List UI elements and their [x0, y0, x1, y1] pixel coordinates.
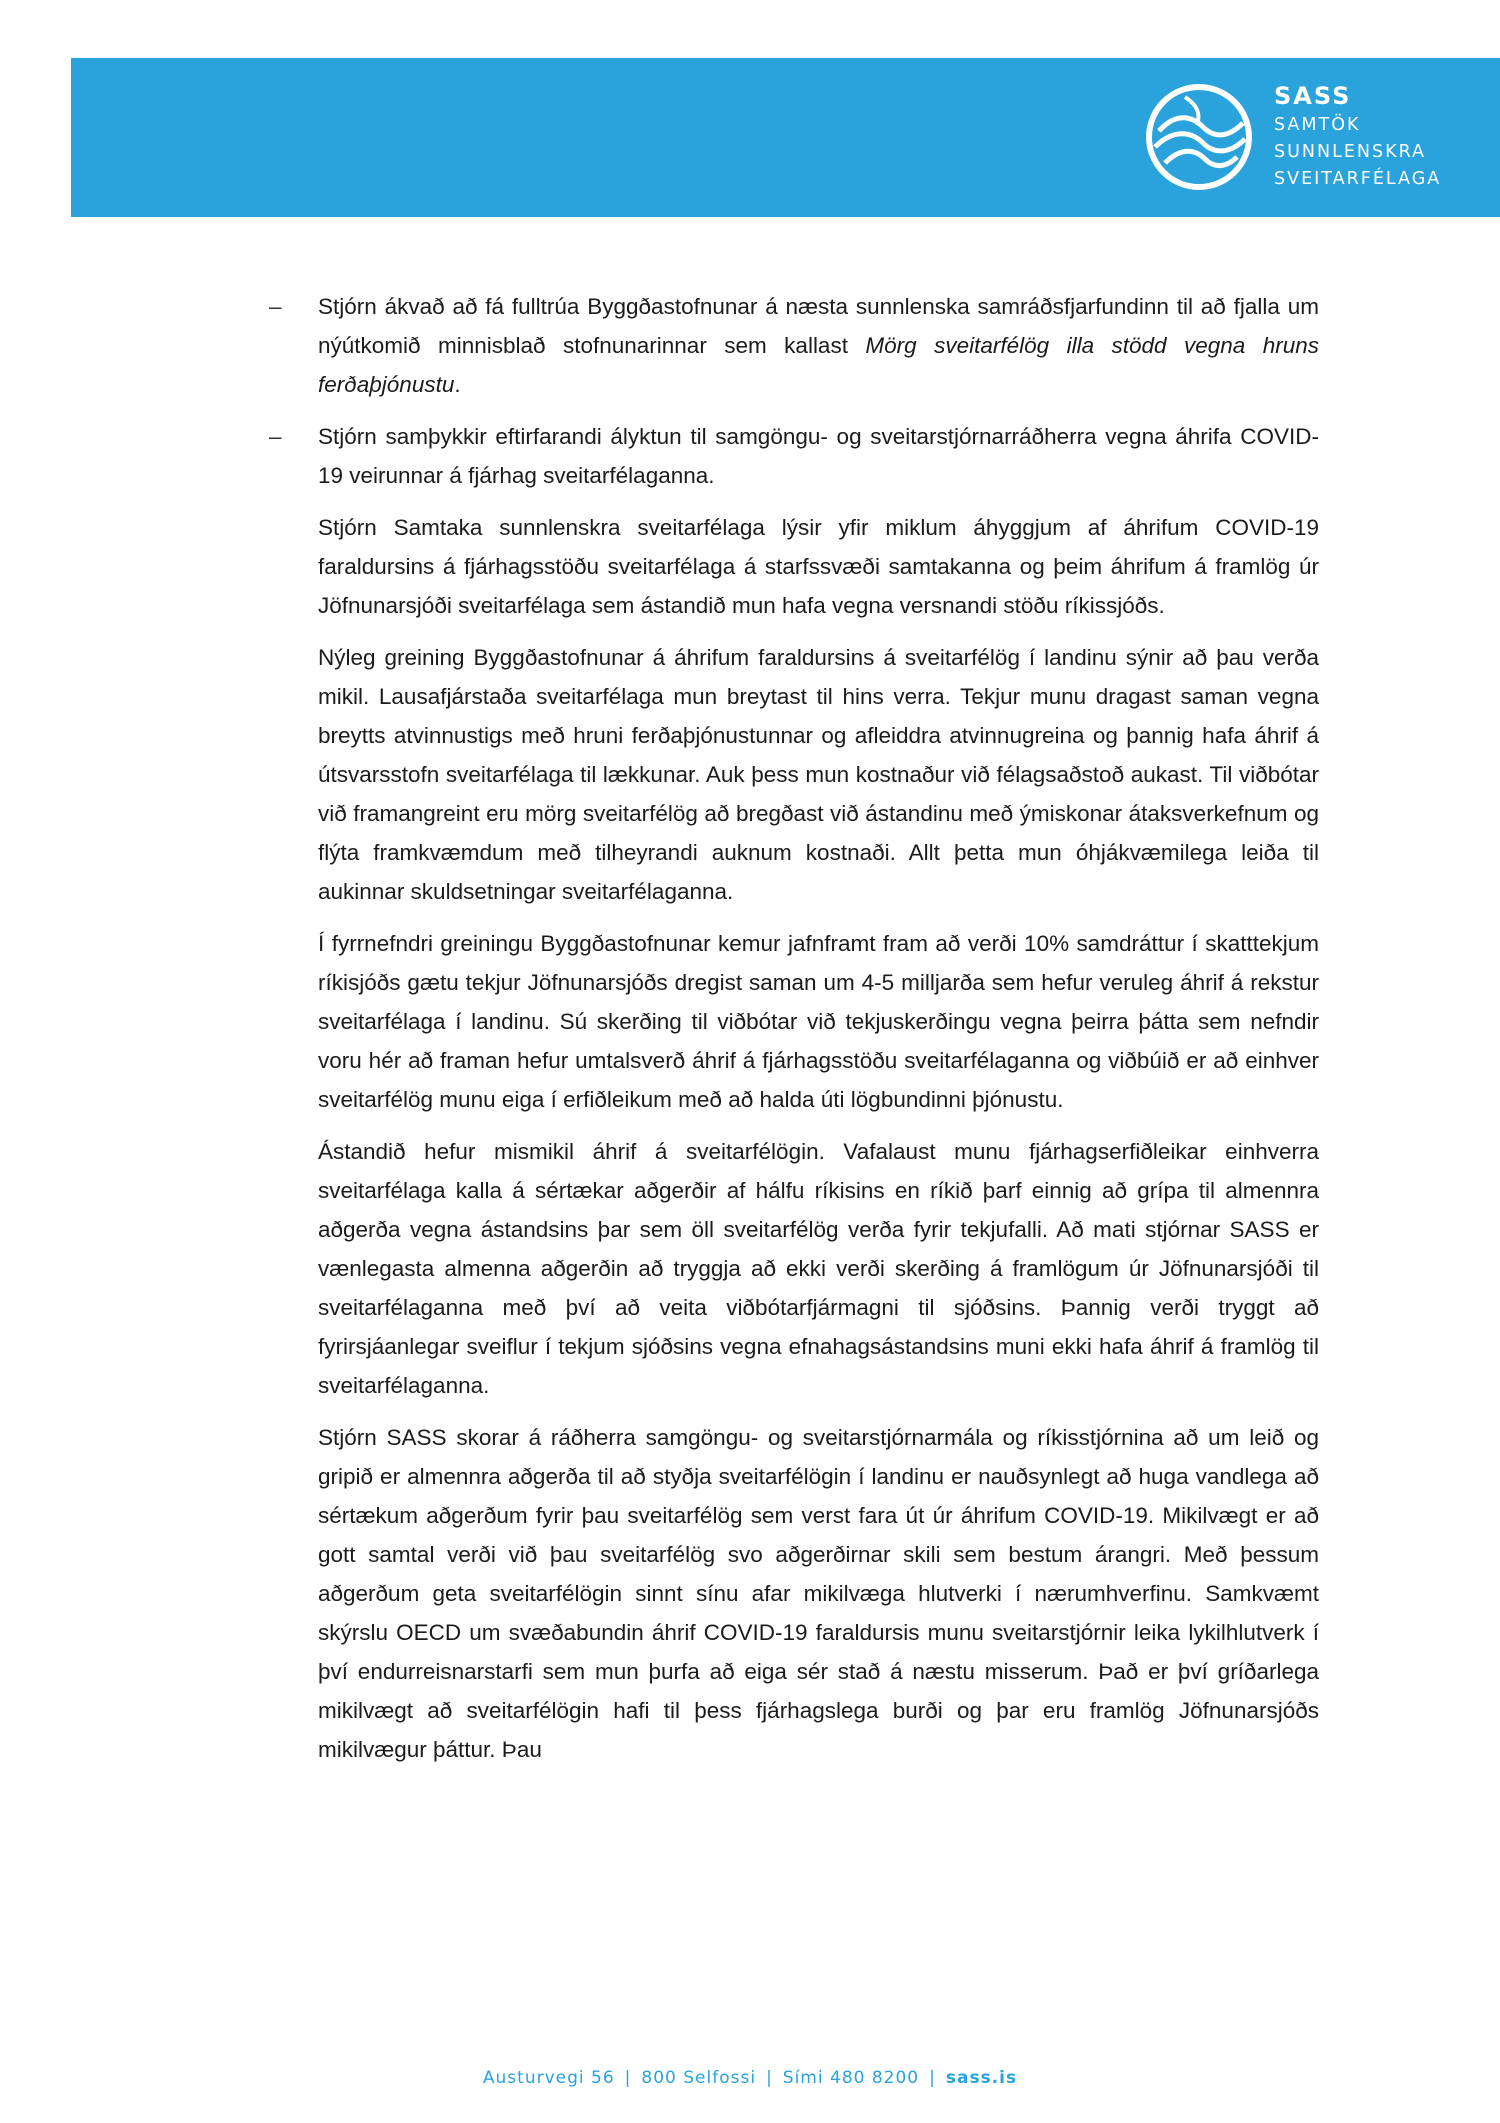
paragraph-2: Nýleg greining Byggðastofnunar á áhrifum faraldursins á sveitarfélög í landinu sýnir að þau verða mikil. Lausafjárstaða sveitarfélaga mun breytast til hins verra. Tekjur munu dragast saman vegna breytts atvinnustigs með hruni ferðaþjónustunnar og afleiddra atvinnugreina og þannig hafa áhrif á útsvarsstofn sveitarfélaga til lækkunar. Auk þess mun kostnaður við félagsaðstoð aukast. Til viðbótar við framangreint eru mörg sveitarfélög að bregðast við ástandinu með ýmiskonar átaksverkefnum og flýta framkvæmdum með tilheyrandi auknum kostnaði. Allt þetta mun óhjákvæmilega leiða til aukinnar skuldsetningar sveitarfélaganna.	[318, 645, 1319, 904]
footer: Austurvegi 56 | 800 Selfossi | Sími 480 8200 | sass.is	[482, 2068, 1018, 2088]
memo-title: Mörg sveitarfélög illa stödd vegna hruns ferðaþjónustu	[318, 333, 1320, 397]
footer-website-link[interactable]: sass.is	[945, 2068, 1018, 2088]
footer-city: 800 Selfossi	[641, 2068, 757, 2088]
document-body	[318, 287, 1319, 1782]
org-name-line-1: SAMTÖK	[1274, 115, 1361, 135]
paragraph-1: Stjórn Samtaka sunnlenskra sveitarfélaga lýsir yfir miklum áhyggjum af áhrifum COVID-19 faraldursins á fjárhagsstöðu sveitarfélaga á starfssvæði samtakanna og þeim áhrifum á framlög úr Jöfnunarsjóði sveitarfélaga sem ástandið mun hafa vegna versnandi stöðu ríkissjóðs.	[318, 515, 1319, 618]
bullet-1-end: .	[454, 372, 461, 397]
bullet-1-text: Stjórn ákvað að fá fulltrúa Byggðastofnunar á næsta sunnlenska samráðsfjarfundinn til að fjalla um nýútkomið minnisblað stofnunarinnar sem kallast	[318, 294, 1319, 358]
org-name-line-2: SUNNLENSKRA	[1274, 142, 1427, 162]
bullet-item-1	[318, 287, 1319, 404]
bullet-item-2: – Stjórn samþykkir eftirfarandi ályktun til samgöngu- og sveitarstjórnarráðherra vegna áhrifa COVID-19 veirunnar á fjárhag sveitarfélaganna.	[318, 417, 1319, 495]
paragraph-4: Ástandið hefur mismikil áhrif á sveitarfélögin. Vafalaust munu fjárhagserfiðleikar einhverra sveitarfélaga kalla á sértækar aðgerðir af hálfu ríkisins en ríkið þarf einnig að grípa til almennra aðgerða vegna ástandsins þar sem öll sveitarfélög verða fyrir tekjufalli. Að mati stjórnar SASS er vænlegasta almenna aðgerðin að tryggja að ekki verði skerðing á framlögum úr Jöfnunarsjóði til sveitarfélaganna með því að veita viðbótarfjármagni til sjóðsins. Þannig verði tryggt að fyrirsjáanlegar sveiflur í tekjum sjóðsins vegna efnahagsástandsins muni ekki hafa áhrif á framlög til sveitarfélaganna.	[318, 1139, 1319, 1398]
paragraph-5: Stjórn SASS skorar á ráðherra samgöngu- og sveitarstjórnarmála og ríkisstjórnina að um leið og gripið er almennra aðgerða til að styðja sveitarfélögin í landinu er nauðsynlegt að huga vandlega að sértækum aðgerðum fyrir þau sveitarfélög sem verst fara út úr áhrifum COVID-19. Mikilvægt er að gott samtal verði við þau sveitarfélög svo aðgerðirnar skili sem bestum árangri. Með þessum aðgerðum geta sveitarfélögin sinnt sínu afar mikilvæga hlutverki í nærumhverfinu. Samkvæmt skýrslu OECD um svæðabundin áhrif COVID-19 faraldursis munu sveitarstjórnir leika lykilhlutverk í því endurreisnarstarfi sem mun þurfa að eiga sér stað á næstu misserum. Það er því gríðarlega mikilvægt að sveitarfélögin hafi til þess fjárhagslega burði og þar eru framlög Jöfnunarsjóðs mikilvægur þáttur. Þau	[318, 1425, 1319, 1762]
footer-address: Austurvegi 56	[482, 2068, 615, 2088]
org-name-line-3: SVEITARFÉLAGA	[1274, 169, 1442, 189]
paragraph-3: Í fyrrnefndri greiningu Byggðastofnunar kemur jafnframt fram að verði 10% samdráttur í skatttekjum ríkisjóðs gætu tekjur Jöfnunarsjóðs dregist saman um 4-5 milljarða sem hefur veruleg áhrif á rekstur sveitarfélaga í landinu. Sú skerðing til viðbótar við tekjuskerðingu vegna þeirra þátta sem nefndir voru hér að framan hefur umtalsverð áhrif á fjárhagsstöðu sveitarfélaganna og viðbúið er að einhver sveitarfélög munu eiga í erfiðleikum með að halda úti lögbundinni þjónustu.	[318, 931, 1319, 1112]
org-name	[1274, 82, 1441, 193]
sass-wave-logo-icon	[1145, 83, 1253, 191]
footer-phone: Sími 480 8200	[782, 2068, 920, 2088]
brand-name: SASS	[1274, 82, 1352, 110]
